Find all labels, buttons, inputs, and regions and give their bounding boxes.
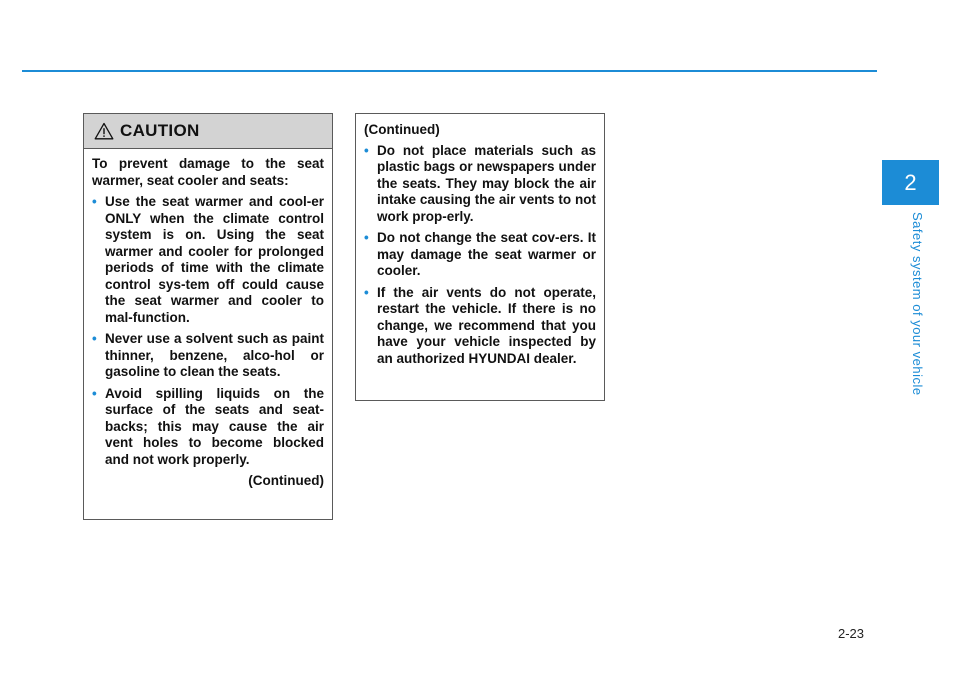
continued-box: [355, 113, 605, 401]
list-item-text: Use the seat warmer and cool-er ONLY when the climate control system is on. Using the seat warmer and cooler for prolonged periods of time with the climate control sys-tem off could cause the seat warmer and cooler to mal-function.: [105, 194, 324, 325]
list-item-text: Never use a solvent such as paint thinner, benzene, alco-hol or gasoline to clean the seats.: [105, 331, 324, 379]
list-item-text: Avoid spilling liquids on the surface of the seats and seat-backs; this may cause the air vent holes to become blocked and not work properly.: [105, 385, 324, 467]
list-item-text: Do not change the seat cov-ers. It may damage the seat warmer or cooler.: [377, 230, 596, 278]
continued-footer: (Continued): [248, 473, 324, 488]
list-item: • Use the seat warmer and cool-er ONLY when the climate control system is on. Using the seat warmer and cooler for prolonged periods of time with the climate control sys-tem off could cause the seat warmer and cooler to mal-function.: [92, 194, 324, 325]
caution-box: [83, 113, 333, 520]
page-number: 2-23: [838, 626, 865, 641]
list-item: • If the air vents do not operate, restart the vehicle. If there is no change, we recommend that you have your vehicle inspected by an authorized HYUNDAI dealer.: [364, 284, 596, 366]
caution-header: [84, 114, 332, 149]
continued-header: (Continued): [364, 122, 440, 137]
list-item-text: Do not place materials such as plastic bags or newspapers under the seats. They may block the air intake causing the air vents to not work prop-erly.: [377, 142, 596, 224]
warning-triangle-icon: [94, 122, 114, 140]
chapter-title: Safety system of your vehicle: [910, 212, 925, 396]
chapter-number: 2: [904, 169, 917, 195]
continued-content: [356, 114, 604, 367]
list-item: • Never use a solvent such as paint thinner, benzene, alco-hol or gasoline to clean the seats.: [92, 331, 324, 379]
caution-content: [84, 149, 332, 490]
caution-title: CAUTION: [120, 121, 200, 140]
continued-bullet-list: [364, 143, 596, 368]
caution-intro: To prevent damage to the seat warmer, seat cooler and seats:: [92, 156, 324, 188]
caution-bullet-list: [92, 194, 324, 468]
top-divider: [22, 70, 877, 72]
chapter-tab: [882, 160, 939, 205]
list-item: • Do not place materials such as plastic bags or newspapers under the seats. They may block the air intake causing the air vents to not work prop-erly.: [364, 142, 596, 224]
list-item: • Avoid spilling liquids on the surface of the seats and seat-backs; this may cause the air vent holes to become blocked and not work properly.: [92, 385, 324, 467]
list-item-text: If the air vents do not operate, restart the vehicle. If there is no change, we recommend that you have your vehicle inspected by an authorized HYUNDAI dealer.: [377, 284, 596, 366]
list-item: • Do not change the seat cov-ers. It may damage the seat warmer or cooler.: [364, 230, 596, 278]
